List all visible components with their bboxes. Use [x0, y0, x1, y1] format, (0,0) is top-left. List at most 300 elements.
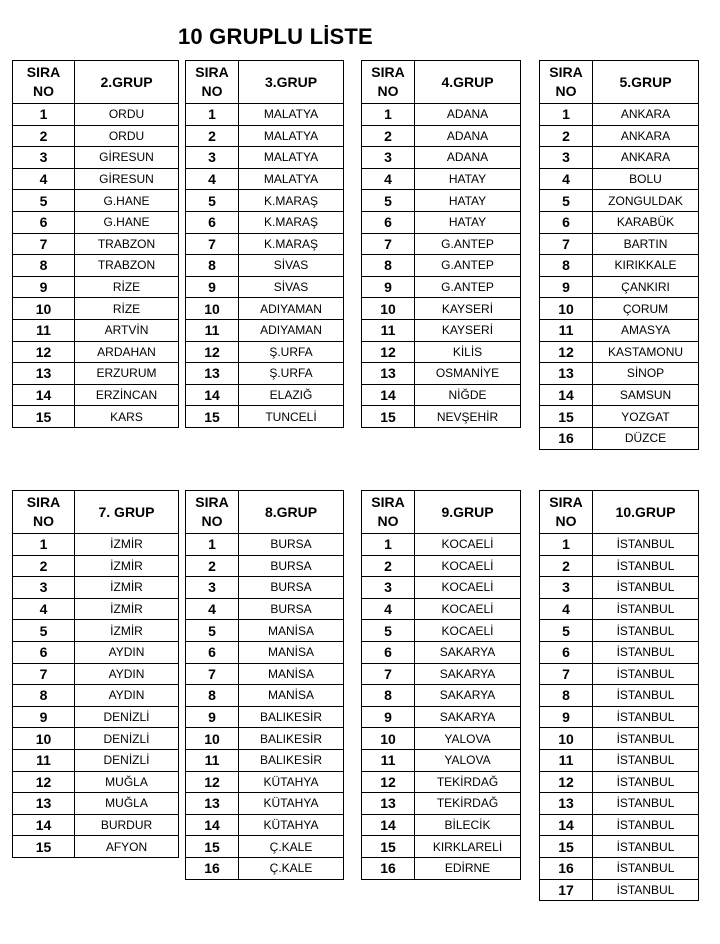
- city-cell: K.MARAŞ: [239, 190, 344, 212]
- row-number-cell: 10: [362, 728, 415, 750]
- table-row: [186, 384, 344, 406]
- city-cell: TEKİRDAĞ: [415, 771, 521, 793]
- city-cell: RİZE: [75, 276, 179, 298]
- city-cell: YOZGAT: [593, 406, 699, 428]
- city-cell: G.HANE: [75, 211, 179, 233]
- table-row: [362, 341, 521, 363]
- table-row: [186, 641, 344, 663]
- row-number-cell: 9: [13, 276, 75, 298]
- table-row: [186, 598, 344, 620]
- table-row: [540, 363, 699, 385]
- row-number-cell: 3: [540, 577, 593, 599]
- row-number-cell: 4: [13, 598, 75, 620]
- city-cell: BARTIN: [593, 233, 699, 255]
- city-cell: KİLİS: [415, 341, 521, 363]
- row-number-cell: 9: [362, 706, 415, 728]
- row-number-cell: 14: [186, 814, 239, 836]
- row-number-cell: 4: [540, 598, 593, 620]
- row-number-cell: 3: [362, 147, 415, 169]
- row-number-cell: 3: [186, 577, 239, 599]
- table-header-row: [13, 491, 179, 534]
- city-cell: ANKARA: [593, 147, 699, 169]
- table-row: [186, 685, 344, 707]
- row-number-cell: 15: [362, 406, 415, 428]
- city-cell: AFYON: [75, 836, 179, 858]
- city-cell: YALOVA: [415, 749, 521, 771]
- sira-no-header-line1: SIRA: [195, 64, 229, 80]
- row-number-cell: 12: [362, 771, 415, 793]
- table-row: [13, 598, 179, 620]
- table-row: [186, 771, 344, 793]
- group-table: [185, 60, 344, 428]
- city-cell: MALATYA: [239, 125, 344, 147]
- city-cell: Ç.KALE: [239, 857, 344, 879]
- table-row: [13, 620, 179, 642]
- city-cell: Ş.URFA: [239, 363, 344, 385]
- table-row: [540, 555, 699, 577]
- city-cell: İSTANBUL: [593, 663, 699, 685]
- table-row: [13, 233, 179, 255]
- city-cell: G.ANTEP: [415, 276, 521, 298]
- row-number-cell: 15: [13, 406, 75, 428]
- table-row: [186, 728, 344, 750]
- table-row: [13, 384, 179, 406]
- sira-no-header-line1: SIRA: [549, 64, 583, 80]
- row-number-cell: 3: [540, 147, 593, 169]
- table-row: [13, 577, 179, 599]
- table-row: [540, 836, 699, 858]
- table-row: [362, 814, 521, 836]
- table-row: [186, 276, 344, 298]
- city-cell: DENİZLİ: [75, 728, 179, 750]
- city-cell: AYDIN: [75, 685, 179, 707]
- row-number-cell: 14: [540, 814, 593, 836]
- row-number-cell: 7: [13, 663, 75, 685]
- row-number-cell: 5: [362, 190, 415, 212]
- table-row: [186, 555, 344, 577]
- table-row: [540, 406, 699, 428]
- table-row: [13, 728, 179, 750]
- city-cell: KOCAELİ: [415, 577, 521, 599]
- row-number-cell: 7: [540, 663, 593, 685]
- city-cell: İSTANBUL: [593, 749, 699, 771]
- row-number-cell: 13: [540, 793, 593, 815]
- table-row: [186, 255, 344, 277]
- row-number-cell: 11: [186, 749, 239, 771]
- city-cell: MUĞLA: [75, 793, 179, 815]
- table-row: [13, 406, 179, 428]
- city-cell: İSTANBUL: [593, 814, 699, 836]
- city-cell: TUNCELİ: [239, 406, 344, 428]
- city-cell: G.ANTEP: [415, 233, 521, 255]
- row-number-cell: 6: [186, 641, 239, 663]
- table-row: [13, 276, 179, 298]
- table-row: [186, 104, 344, 126]
- row-number-cell: 8: [362, 255, 415, 277]
- city-cell: ADIYAMAN: [239, 298, 344, 320]
- city-cell: İZMİR: [75, 555, 179, 577]
- group-table: [539, 490, 699, 901]
- sira-no-header-line1: SIRA: [26, 64, 61, 80]
- city-cell: DENİZLİ: [75, 749, 179, 771]
- table-row: [186, 298, 344, 320]
- city-cell: ANKARA: [593, 125, 699, 147]
- table-row: [186, 793, 344, 815]
- city-cell: İSTANBUL: [593, 857, 699, 879]
- city-cell: İZMİR: [75, 577, 179, 599]
- city-cell: EDİRNE: [415, 857, 521, 879]
- table-row: [540, 534, 699, 556]
- row-number-cell: 13: [362, 793, 415, 815]
- table-row: [540, 879, 699, 901]
- row-number-cell: 1: [362, 104, 415, 126]
- table-row: [540, 104, 699, 126]
- row-number-cell: 1: [13, 104, 75, 126]
- table-row: [13, 211, 179, 233]
- city-cell: KARABÜK: [593, 211, 699, 233]
- city-cell: BALIKESİR: [239, 749, 344, 771]
- city-cell: KÜTAHYA: [239, 814, 344, 836]
- city-cell: ÇORUM: [593, 298, 699, 320]
- row-number-cell: 8: [362, 685, 415, 707]
- sira-no-header: [186, 61, 239, 104]
- table-row: [540, 168, 699, 190]
- row-number-cell: 1: [540, 534, 593, 556]
- row-number-cell: 5: [540, 190, 593, 212]
- group-table: [12, 60, 179, 428]
- row-number-cell: 7: [362, 663, 415, 685]
- row-number-cell: 14: [13, 814, 75, 836]
- group-name-header: 4.GRUP: [415, 61, 521, 104]
- city-cell: SİVAS: [239, 276, 344, 298]
- row-number-cell: 3: [186, 147, 239, 169]
- row-number-cell: 2: [540, 125, 593, 147]
- city-cell: DENİZLİ: [75, 706, 179, 728]
- row-number-cell: 8: [186, 255, 239, 277]
- table-header-row: [540, 491, 699, 534]
- row-number-cell: 2: [186, 125, 239, 147]
- city-cell: NİĞDE: [415, 384, 521, 406]
- row-number-cell: 3: [13, 147, 75, 169]
- row-number-cell: 8: [540, 255, 593, 277]
- table-row: [13, 104, 179, 126]
- row-number-cell: 4: [540, 168, 593, 190]
- sira-no-header-line2: NO: [201, 83, 223, 99]
- row-number-cell: 9: [186, 276, 239, 298]
- city-cell: MALATYA: [239, 168, 344, 190]
- city-cell: SAKARYA: [415, 663, 521, 685]
- city-cell: ELAZIĞ: [239, 384, 344, 406]
- city-cell: BURDUR: [75, 814, 179, 836]
- sira-no-header: [362, 491, 415, 534]
- sira-no-header: [13, 61, 75, 104]
- table-row: [362, 276, 521, 298]
- table-header-row: [362, 491, 521, 534]
- table-row: [540, 857, 699, 879]
- sira-no-header-line1: SIRA: [26, 494, 61, 510]
- row-number-cell: 2: [540, 555, 593, 577]
- city-cell: ERZİNCAN: [75, 384, 179, 406]
- table-row: [186, 341, 344, 363]
- row-number-cell: 3: [362, 577, 415, 599]
- row-number-cell: 7: [13, 233, 75, 255]
- city-cell: MANİSA: [239, 620, 344, 642]
- row-number-cell: 5: [362, 620, 415, 642]
- row-number-cell: 5: [186, 190, 239, 212]
- row-number-cell: 11: [13, 319, 75, 341]
- table-row: [540, 276, 699, 298]
- row-number-cell: 10: [362, 298, 415, 320]
- row-number-cell: 12: [186, 341, 239, 363]
- city-cell: BURSA: [239, 598, 344, 620]
- table-row: [186, 406, 344, 428]
- city-cell: KOCAELİ: [415, 598, 521, 620]
- table-row: [13, 363, 179, 385]
- table-row: [13, 663, 179, 685]
- row-number-cell: 2: [362, 555, 415, 577]
- city-cell: İZMİR: [75, 534, 179, 556]
- table-row: [540, 577, 699, 599]
- table-row: [540, 641, 699, 663]
- table-row: [362, 319, 521, 341]
- group-table: [361, 490, 521, 880]
- city-cell: KARS: [75, 406, 179, 428]
- row-number-cell: 4: [13, 168, 75, 190]
- city-cell: İSTANBUL: [593, 879, 699, 901]
- table-header-row: [186, 491, 344, 534]
- group-name-header: 3.GRUP: [239, 61, 344, 104]
- row-number-cell: 16: [186, 857, 239, 879]
- city-cell: BURSA: [239, 577, 344, 599]
- city-cell: İSTANBUL: [593, 793, 699, 815]
- city-cell: HATAY: [415, 168, 521, 190]
- sira-no-header: [362, 61, 415, 104]
- table-row: [362, 298, 521, 320]
- city-cell: ANKARA: [593, 104, 699, 126]
- table-row: [540, 728, 699, 750]
- row-number-cell: 5: [186, 620, 239, 642]
- table-row: [540, 771, 699, 793]
- row-number-cell: 6: [13, 641, 75, 663]
- group-table: [361, 60, 521, 428]
- table-row: [362, 641, 521, 663]
- city-cell: İZMİR: [75, 620, 179, 642]
- table-row: [13, 814, 179, 836]
- city-cell: İSTANBUL: [593, 706, 699, 728]
- sira-no-header-line2: NO: [377, 83, 399, 99]
- row-number-cell: 4: [186, 598, 239, 620]
- row-number-cell: 13: [186, 793, 239, 815]
- table-row: [186, 233, 344, 255]
- table-row: [540, 706, 699, 728]
- row-number-cell: 2: [362, 125, 415, 147]
- row-number-cell: 10: [186, 298, 239, 320]
- city-cell: G.ANTEP: [415, 255, 521, 277]
- sira-no-header-line1: SIRA: [195, 494, 229, 510]
- city-cell: ADANA: [415, 104, 521, 126]
- city-cell: SAKARYA: [415, 706, 521, 728]
- table-row: [362, 577, 521, 599]
- city-cell: ORDU: [75, 125, 179, 147]
- sira-no-header-line1: SIRA: [371, 494, 405, 510]
- table-row: [13, 341, 179, 363]
- city-cell: BİLECİK: [415, 814, 521, 836]
- row-number-cell: 15: [540, 406, 593, 428]
- table-row: [362, 728, 521, 750]
- row-number-cell: 12: [13, 341, 75, 363]
- row-number-cell: 2: [13, 125, 75, 147]
- row-number-cell: 8: [540, 685, 593, 707]
- row-number-cell: 9: [540, 706, 593, 728]
- city-cell: KAYSERİ: [415, 319, 521, 341]
- table-row: [362, 598, 521, 620]
- table-header-row: [362, 61, 521, 104]
- table-row: [362, 793, 521, 815]
- page-title: 10 GRUPLU LİSTE: [178, 24, 373, 49]
- row-number-cell: 4: [362, 168, 415, 190]
- row-number-cell: 4: [362, 598, 415, 620]
- sira-no-header-line2: NO: [33, 513, 54, 529]
- table-row: [540, 685, 699, 707]
- group-table: [185, 490, 344, 880]
- table-row: [362, 104, 521, 126]
- table-row: [362, 620, 521, 642]
- city-cell: NEVŞEHİR: [415, 406, 521, 428]
- table-row: [540, 233, 699, 255]
- row-number-cell: 16: [362, 857, 415, 879]
- city-cell: MALATYA: [239, 147, 344, 169]
- row-number-cell: 7: [186, 233, 239, 255]
- city-cell: OSMANİYE: [415, 363, 521, 385]
- city-cell: İSTANBUL: [593, 598, 699, 620]
- table-row: [186, 190, 344, 212]
- table-row: [186, 706, 344, 728]
- city-cell: İSTANBUL: [593, 577, 699, 599]
- table-row: [13, 319, 179, 341]
- group-name-header: 7. GRUP: [75, 491, 179, 534]
- row-number-cell: 3: [13, 577, 75, 599]
- city-cell: SAMSUN: [593, 384, 699, 406]
- city-cell: ORDU: [75, 104, 179, 126]
- city-cell: İSTANBUL: [593, 620, 699, 642]
- table-row: [540, 749, 699, 771]
- row-number-cell: 7: [362, 233, 415, 255]
- row-number-cell: 6: [362, 211, 415, 233]
- city-cell: İSTANBUL: [593, 685, 699, 707]
- city-cell: HATAY: [415, 190, 521, 212]
- city-cell: SAKARYA: [415, 685, 521, 707]
- table-row: [540, 814, 699, 836]
- table-row: [13, 793, 179, 815]
- row-number-cell: 11: [540, 319, 593, 341]
- group-name-header: 2.GRUP: [75, 61, 179, 104]
- table-row: [362, 534, 521, 556]
- table-row: [362, 211, 521, 233]
- table-row: [186, 211, 344, 233]
- table-row: [13, 836, 179, 858]
- group-table: [12, 490, 179, 858]
- group-name-header: 8.GRUP: [239, 491, 344, 534]
- city-cell: MANİSA: [239, 641, 344, 663]
- row-number-cell: 1: [186, 104, 239, 126]
- table-row: [540, 663, 699, 685]
- city-cell: KOCAELİ: [415, 555, 521, 577]
- row-number-cell: 11: [362, 319, 415, 341]
- row-number-cell: 6: [540, 211, 593, 233]
- city-cell: AMASYA: [593, 319, 699, 341]
- sira-no-header-line1: SIRA: [549, 494, 583, 510]
- table-row: [540, 147, 699, 169]
- table-row: [362, 190, 521, 212]
- city-cell: ADANA: [415, 147, 521, 169]
- city-cell: KIRIKKALE: [593, 255, 699, 277]
- table-row: [540, 190, 699, 212]
- row-number-cell: 14: [362, 814, 415, 836]
- table-row: [13, 255, 179, 277]
- table-row: [362, 168, 521, 190]
- table-row: [186, 147, 344, 169]
- sira-no-header-line2: NO: [555, 513, 577, 529]
- row-number-cell: 7: [540, 233, 593, 255]
- table-row: [362, 406, 521, 428]
- table-row: [13, 147, 179, 169]
- table-header-row: [540, 61, 699, 104]
- table-row: [186, 363, 344, 385]
- table-row: [13, 168, 179, 190]
- row-number-cell: 15: [540, 836, 593, 858]
- sira-no-header-line2: NO: [377, 513, 399, 529]
- row-number-cell: 5: [13, 620, 75, 642]
- city-cell: BALIKESİR: [239, 728, 344, 750]
- table-header-row: [13, 61, 179, 104]
- city-cell: BURSA: [239, 534, 344, 556]
- city-cell: Ç.KALE: [239, 836, 344, 858]
- row-number-cell: 6: [186, 211, 239, 233]
- table-row: [362, 125, 521, 147]
- table-row: [362, 836, 521, 858]
- table-row: [13, 534, 179, 556]
- table-header-row: [186, 61, 344, 104]
- table-row: [186, 663, 344, 685]
- row-number-cell: 16: [540, 427, 593, 449]
- city-cell: KIRKLARELİ: [415, 836, 521, 858]
- city-cell: ZONGULDAK: [593, 190, 699, 212]
- row-number-cell: 10: [13, 728, 75, 750]
- table-row: [540, 255, 699, 277]
- row-number-cell: 11: [13, 749, 75, 771]
- table-row: [186, 749, 344, 771]
- city-cell: K.MARAŞ: [239, 233, 344, 255]
- row-number-cell: 12: [540, 771, 593, 793]
- row-number-cell: 5: [540, 620, 593, 642]
- group-table: [539, 60, 699, 450]
- city-cell: BALIKESİR: [239, 706, 344, 728]
- row-number-cell: 11: [540, 749, 593, 771]
- row-number-cell: 13: [186, 363, 239, 385]
- sira-no-header-line2: NO: [201, 513, 223, 529]
- row-number-cell: 6: [13, 211, 75, 233]
- row-number-cell: 16: [540, 857, 593, 879]
- city-cell: AYDIN: [75, 663, 179, 685]
- table-row: [362, 857, 521, 879]
- city-cell: ERZURUM: [75, 363, 179, 385]
- row-number-cell: 17: [540, 879, 593, 901]
- city-cell: K.MARAŞ: [239, 211, 344, 233]
- table-row: [362, 771, 521, 793]
- table-row: [362, 147, 521, 169]
- table-row: [540, 211, 699, 233]
- row-number-cell: 13: [13, 793, 75, 815]
